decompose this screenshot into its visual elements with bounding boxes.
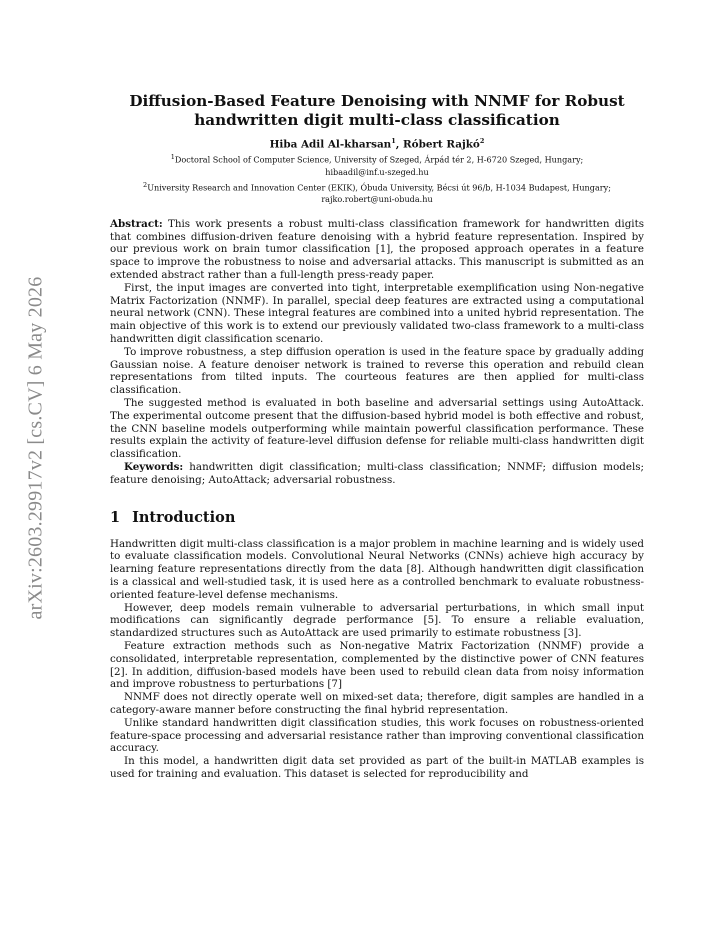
author-1-affiliation-mark: 1 [391, 137, 396, 145]
intro-paragraph-6: In this model, a handwritten digit data set provided as part of the built-in MATLAB examples is used for training and evaluation. This dataset is selected for reproducibility and [110, 755, 644, 780]
affiliation-1 [110, 152, 644, 178]
intro-paragraph-5: Unlike standard handwritten digit classification studies, this work focuses on robustness-oriented feature-space processing and adversarial resistance rather than improving conventional classification accuracy. [110, 716, 644, 755]
abstract-paragraph-3: To improve robustness, a step diffusion operation is used in the feature space by gradually adding Gaussian noise. A feature denoiser network is trained to reverse this operation and rebuild clean representations from tilted inputs. The courteous features are then applied for multi-class classification. [110, 345, 644, 397]
abstract-paragraph-1-text: This work presents a robust multi-class classification framework for handwritten digits that combines diffusion-driven feature denoising with a hybrid feature representation. Inspired by our previous work on brain tumor classification [1], the proposed approach operates in a feature space to improve the robustness to noise and adversarial attacks. This manuscript is submitted as an extended abstract rather than a full-length press-ready paper. [110, 217, 644, 282]
author-list [110, 137, 644, 150]
title-line-1: Diffusion-Based Feature Denoising with NNMF for Robust [129, 92, 625, 110]
section-number: 1 [110, 508, 121, 526]
author-separator: , [395, 138, 404, 151]
keywords-label: Keywords: [124, 460, 184, 473]
introduction-body [110, 538, 644, 781]
affiliation-2 [110, 180, 644, 206]
arxiv-identifier: arXiv:2603.29917v2 [cs.CV] 6 May 2026 [24, 276, 47, 620]
author-1-name: Hiba Adil Al-kharsan [269, 138, 392, 151]
affiliation-2-email: rajko.robert@uni-obuda.hu [321, 194, 433, 205]
keywords [110, 461, 644, 487]
paper-page [110, 92, 644, 781]
title-line-2: handwritten digit multi-class classification [194, 111, 560, 129]
intro-paragraph-1: Handwritten digit multi-class classification is a major problem in machine learning and is widely used to evaluate classification models. Convolutional Neural Networks (CNNs) achieve high accuracy by learning feature representations directly from the data [8]. Although handwritten digit classification is a classical and well-studied task, it is used here as a controlled benchmark to evaluate robustness-oriented feature-level defense mechanisms. [110, 537, 644, 601]
abstract-paragraph-4: The suggested method is evaluated in both baseline and adversarial settings using AutoAttack. The experimental outcome present that the diffusion-based hybrid model is both effective and robust, the CNN baseline models outperforming while maintain powerful classification performance. These results explain the activity of feature-level diffusion defense for reliable multi-class handwritten digit classification. [110, 397, 644, 461]
intro-paragraph-3: Feature extraction methods such as Non-negative Matrix Factorization (NNMF) provide a consolidated, interpretable representation, complemented by the distinctive power of CNN features [2]. In addition, diffusion-based models have been used to rebuild clean data from noisy information and improve robustness to perturbations [7] [110, 639, 644, 691]
affiliation-1-text: Doctoral School of Computer Science, University of Szeged, Árpád tér 2, H-6720 Szeged, Hungary; [174, 155, 584, 166]
abstract-paragraph-1 [110, 218, 644, 282]
keywords-text: handwritten digit classification; multi-class classification; NNMF; diffusion models; feature denoising; AutoAttack; adversarial robustness. [110, 460, 644, 486]
abstract-label: Abstract: [110, 217, 163, 230]
intro-paragraph-4: NNMF does not directly operate well on mixed-set data; therefore, digit samples are handled in a category-aware manner before constructing the final hybrid representation. [110, 691, 644, 716]
section-heading-introduction [110, 509, 644, 526]
affiliation-1-email: hibaadil@inf.u-szeged.hu [325, 166, 429, 177]
arxiv-sidebar-stamp [16, 258, 56, 638]
abstract [110, 218, 644, 487]
author-2-name: Róbert Rajkó [403, 138, 480, 151]
section-title: Introduction [132, 508, 236, 526]
intro-paragraph-2: However, deep models remain vulnerable to adversarial perturbations, in which small input modifications can significantly degrade performance [5]. To ensure a reliable evaluation, standardized structures such as AutoAttack are used primarily to estimate robustness [3]. [110, 601, 644, 640]
abstract-paragraph-2: First, the input images are converted into tight, interpretable exemplification using Non-negative Matrix Factorization (NNMF). In parallel, special deep features are extracted using a computational neural network (CNN). These integral features are combined into a united hybrid representation. The main objective of this work is to extend our previously validated two-class framework to a multi-class handwritten digit classification scenario. [110, 281, 644, 346]
paper-title [110, 92, 644, 130]
affiliation-2-mark: 2 [143, 181, 148, 190]
affiliation-2-text: University Research and Innovation Center (EKIK), Óbuda University, Bécsi út 96/b, H-1034 Budapest, Hungary; [147, 182, 611, 193]
author-2-affiliation-mark: 2 [479, 137, 485, 145]
affiliation-1-mark: 1 [170, 153, 175, 162]
